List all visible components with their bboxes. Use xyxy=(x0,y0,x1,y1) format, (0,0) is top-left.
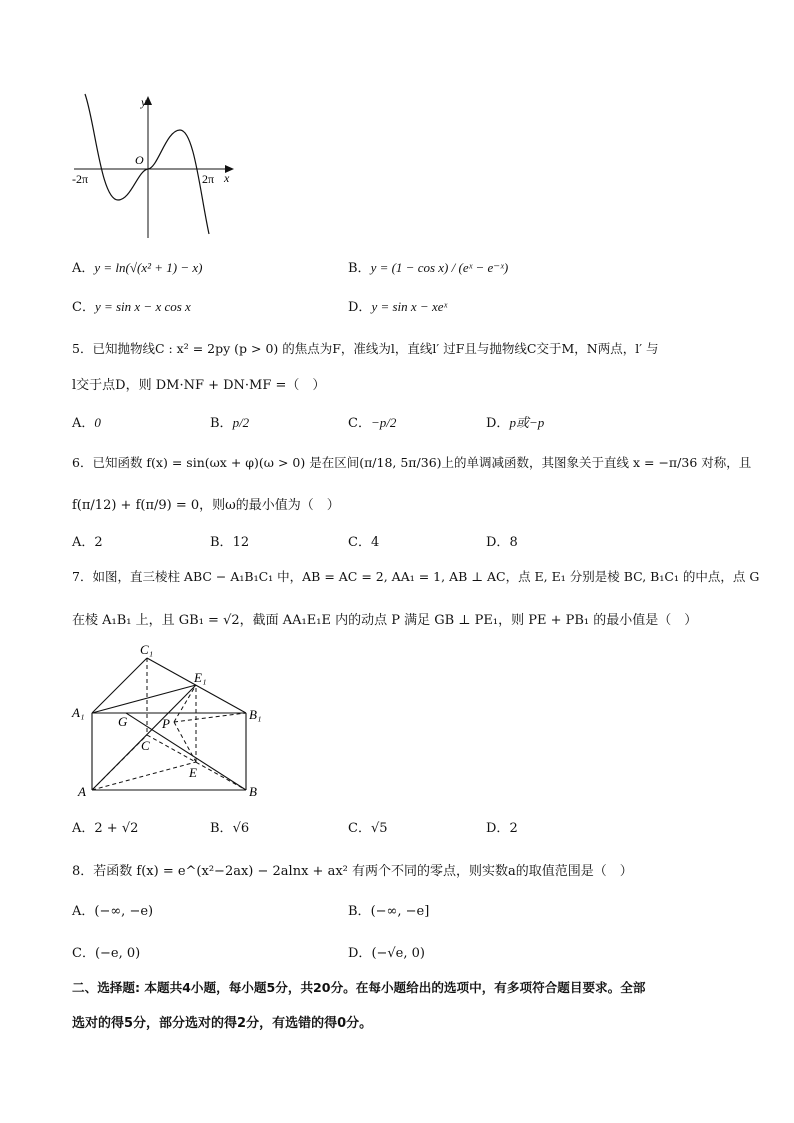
option-letter: A． xyxy=(72,535,95,550)
label-g: G xyxy=(118,714,128,729)
pos-2pi-label: 2π xyxy=(202,172,215,186)
label-b: B xyxy=(249,784,257,799)
q6-option-c[interactable] xyxy=(348,531,379,550)
q4-function-graph xyxy=(68,92,248,242)
q7-option-a[interactable] xyxy=(72,817,138,836)
neg-2pi-label: -2π xyxy=(72,172,89,186)
edge-a1-c1 xyxy=(92,658,147,713)
q5-stem-line2: l交于点D，则 DM·NF + DN·MF =（ ） xyxy=(72,378,326,393)
q4-option-d[interactable] xyxy=(348,296,447,315)
q5-option-c[interactable] xyxy=(348,412,396,431)
line-a-e xyxy=(92,762,196,790)
option-expr: (−∞, −e) xyxy=(94,904,154,919)
option-letter: B． xyxy=(210,821,233,836)
option-letter: D． xyxy=(486,535,510,550)
q8-option-a[interactable] xyxy=(72,900,153,919)
option-letter: B． xyxy=(348,261,371,276)
q4-option-b[interactable] xyxy=(348,257,508,276)
label-c: C xyxy=(141,738,150,753)
option-letter: D． xyxy=(348,946,372,961)
edge-c-b xyxy=(147,735,246,790)
q5-option-a[interactable] xyxy=(72,412,101,431)
option-expr: y = (1 − cos x) / (eˣ − e⁻ˣ) xyxy=(370,260,509,275)
q6-stem-line1: 6．已知函数 f(x) = sin(ωx + φ)(ω > 0) 是在区间(π/18, 5π/36)上的单调减函数，其图象关于直线 x = −π/36 对称，且 xyxy=(72,455,752,470)
option-letter: C． xyxy=(72,946,95,961)
q8-stem-line1: 8．若函数 f(x) = e^(x²−2ax) − 2alnx + ax² 有两个不同的零点，则实数a的取值范围是（ ） xyxy=(72,864,633,879)
option-letter: D． xyxy=(486,821,510,836)
option-letter: A． xyxy=(72,821,95,836)
option-letter: C． xyxy=(72,300,95,315)
option-expr: y = sin x − x cos x xyxy=(94,299,191,314)
q7-prism-figure xyxy=(70,640,280,802)
option-expr: 12 xyxy=(232,535,250,550)
label-c1: C₁ xyxy=(140,642,154,657)
option-expr: p或−p xyxy=(509,415,545,430)
option-expr: 4 xyxy=(370,535,380,550)
y-axis-label: y xyxy=(141,95,147,109)
q8-option-c[interactable] xyxy=(72,942,140,961)
q7-option-d[interactable] xyxy=(486,817,518,836)
section2-heading-line1: 二、选择题: 本题共4小题，每小题5分，共20分。在每小题给出的选项中，有多项符合题目要求。全部 xyxy=(72,980,646,995)
q6-stem-line2: f(π/12) + f(π/9) = 0，则ω的最小值为（ ） xyxy=(72,498,340,513)
option-letter: B． xyxy=(210,416,233,431)
label-p: P xyxy=(162,716,170,731)
q8-option-b[interactable] xyxy=(348,900,429,919)
label-a1: A₁ xyxy=(72,705,85,720)
q4-option-c[interactable] xyxy=(72,296,191,315)
option-letter: C． xyxy=(348,535,371,550)
option-expr: (−∞, −e] xyxy=(370,904,430,919)
q6-option-a[interactable] xyxy=(72,531,103,550)
option-letter: D． xyxy=(486,416,510,431)
option-expr: 2 xyxy=(94,535,103,550)
option-expr: √5 xyxy=(370,821,388,836)
edge-a1-e1 xyxy=(92,685,196,713)
option-letter: B． xyxy=(348,904,371,919)
function-curve xyxy=(85,94,209,234)
option-letter: A． xyxy=(72,904,95,919)
option-expr: (−√e, 0) xyxy=(371,946,425,961)
q5-stem-line1: 5．已知抛物线C : x² = 2py (p > 0) 的焦点为F，准线为l，直线l′ 过F且与抛物线C交于M，N两点，l′ 与 xyxy=(72,341,659,356)
q7-option-c[interactable] xyxy=(348,817,388,836)
option-letter: C． xyxy=(348,821,371,836)
line-p-b1 xyxy=(174,713,246,722)
q6-option-d[interactable] xyxy=(486,531,518,550)
q7-stem-line1: 7．如图，直三棱柱 ABC − A₁B₁C₁ 中，AB = AC = 2, AA₁ = 1, AB ⊥ AC，点 E, E₁ 分别是棱 BC, B₁C₁ 的中点，点 G xyxy=(72,569,760,584)
label-e: E xyxy=(189,765,197,780)
q4-option-a[interactable] xyxy=(72,257,202,276)
option-letter: A． xyxy=(72,416,95,431)
option-expr: p/2 xyxy=(232,415,250,430)
label-a: A xyxy=(78,784,86,799)
label-e1: E₁ xyxy=(194,670,207,685)
q6-option-b[interactable] xyxy=(210,531,249,550)
option-expr: 0 xyxy=(94,415,101,430)
section2-heading-line2: 选对的得5分，部分选对的得2分，有选错的得0分。 xyxy=(72,1016,373,1031)
option-expr: √6 xyxy=(232,821,250,836)
q5-option-d[interactable] xyxy=(486,412,544,431)
option-expr: 2 xyxy=(509,821,518,836)
option-expr: 8 xyxy=(509,535,518,550)
origin-label: O xyxy=(135,153,144,167)
q5-option-b[interactable] xyxy=(210,412,249,431)
option-expr: −p/2 xyxy=(370,415,397,430)
option-letter: C． xyxy=(348,416,371,431)
q7-stem-line2: 在棱 A₁B₁ 上，且 GB₁ = √2，截面 AA₁E₁E 内的动点 P 满足 GB ⊥ PE₁，则 PE + PB₁ 的最小值是（ ） xyxy=(72,613,698,628)
x-axis-label: x xyxy=(224,171,230,185)
label-b1: B₁ xyxy=(249,707,262,722)
q8-option-d[interactable] xyxy=(348,942,425,961)
option-expr: y = ln(√(x² + 1) − x) xyxy=(94,260,203,275)
option-letter: A． xyxy=(72,261,95,276)
option-expr: y = sin x − xeˣ xyxy=(371,299,448,314)
q7-option-b[interactable] xyxy=(210,817,249,836)
option-expr: 2 + √2 xyxy=(94,821,139,836)
option-letter: B． xyxy=(210,535,233,550)
option-letter: D． xyxy=(348,300,372,315)
option-expr: (−e, 0) xyxy=(94,946,141,961)
